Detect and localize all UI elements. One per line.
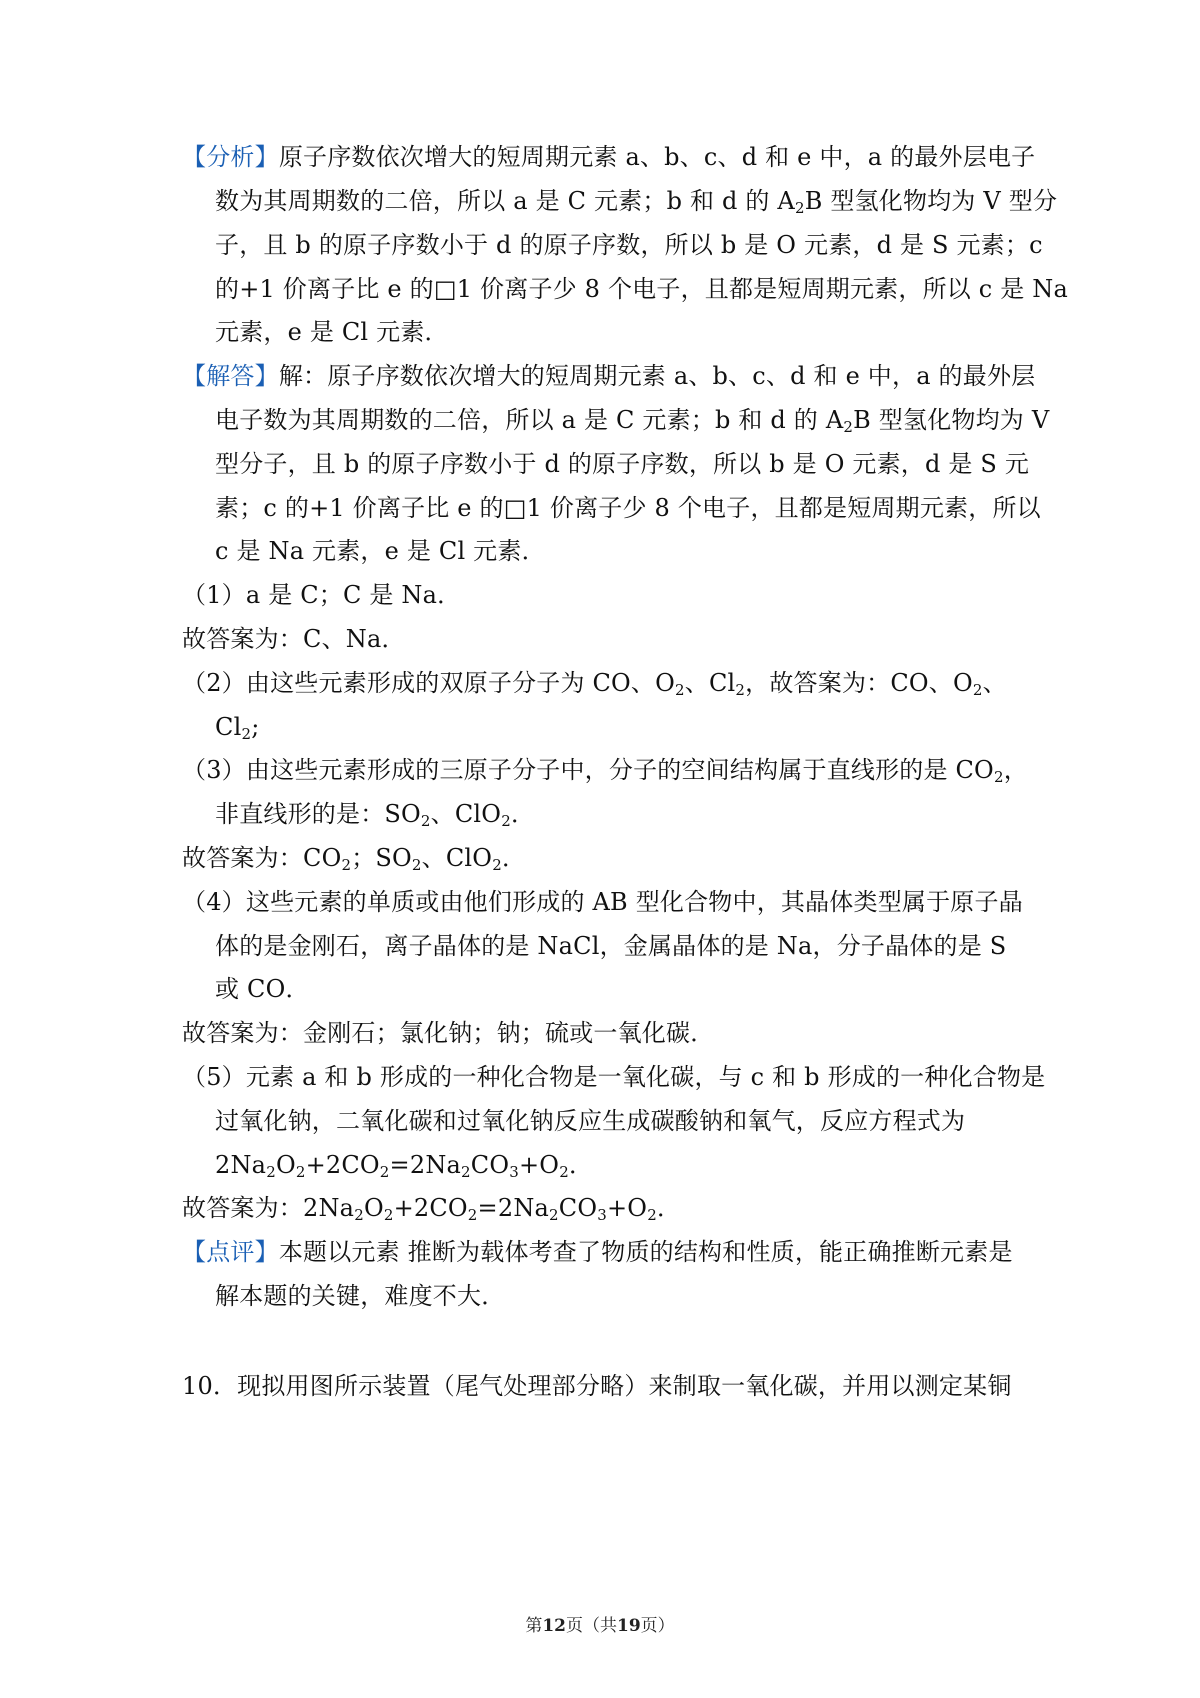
comment-line-1: 【点评】本题以元素 推断为载体考查了物质的结构和性质，能正确推断元素是 (182, 1238, 1013, 1266)
analysis-line-2: 数为其周期数的二倍，所以 a 是 C 元素；b 和 d 的 $A_2B$ 型氢化物均为 V 型分 (215, 187, 1058, 217)
answer-line-1: 【解答】解：原子序数依次增大的短周期元素 a、b、c、d 和 e 中，a 的最外层 (182, 362, 1036, 390)
comment-tag: 【点评】 (182, 1238, 279, 1266)
q2-line-2: $Cl_2$; (215, 713, 260, 743)
q3-answer: 故答案为：$CO_2$；$SO_2$、ClO$_2$． (182, 844, 527, 874)
analysis-tag: 【分析】 (182, 143, 279, 171)
q5-line-2: 过氧化钠，二氧化碳和过氧化钠反应生成碳酸钠和氧气，反应方程式为 (215, 1107, 966, 1135)
question-10-text: 10．现拟用图所示装置（尾气处理部分略）来制取一氧化碳，并用以测定某铜 (182, 1372, 1012, 1400)
q3-line-2: 非直线形的是：$SO_2$、ClO$_2$． (215, 800, 536, 830)
analysis-line-4: 的+1 价离子比 e 的□1 价离子少 8 个电子，且都是短周期元素，所以 c 是 Na (215, 275, 1069, 303)
q1-answer: 故答案为：C、Na． (182, 625, 406, 653)
q5-line-1: （5）元素 a 和 b 形成的一种化合物是一氧化碳，与 c 和 b 形成的一种化合物是 (182, 1063, 1046, 1091)
answer-line-3: 型分子，且 b 的原子序数小于 d 的原子序数，所以 b 是 O 元素，d 是 S 元 (215, 450, 1030, 478)
page-footer: 第12页（共19页） (525, 1616, 675, 1636)
q4-line-2: 体的是金刚石，离子晶体的是 NaCl，金属晶体的是 Na，分子晶体的是 S (215, 932, 1007, 960)
q4-line-1: （4）这些元素的单质或由他们形成的 AB 型化合物中，其晶体类型属于原子晶 (182, 888, 1023, 916)
total-pages: 19 (617, 1616, 641, 1636)
answer-line-5: c 是 Na 元素，e 是 Cl 元素． (215, 537, 546, 565)
analysis-line-3: 子，且 b 的原子序数小于 d 的原子序数，所以 b 是 O 元素，d 是 S 元素；c (215, 231, 1043, 259)
q4-line-3: 或 CO． (215, 975, 310, 1003)
q4-answer: 故答案为：金刚石；氯化钠；钠；硫或一氧化碳． (182, 1019, 715, 1047)
comment-line-2: 解本题的关键，难度不大． (215, 1282, 506, 1310)
current-page-number: 12 (542, 1616, 566, 1636)
q1-text: （1）a 是 C；C 是 Na． (182, 581, 462, 609)
q5-equation: $2Na_2O_2+2CO_2=2Na_2CO_3+O_2$． (215, 1151, 594, 1181)
q5-answer: 故答案为：$2Na_2O_2+2CO_2=2Na_2CO_3+O_2$． (182, 1194, 682, 1224)
answer-tag: 【解答】 (182, 362, 279, 390)
analysis-line-5: 元素，e 是 Cl 元素． (215, 318, 449, 346)
answer-line-2: 电子数为其周期数的二倍，所以 a 是 C 元素；b 和 d 的 $A_2B$ 型氢化物均为 V (215, 406, 1050, 436)
q2-line-1: （2）由这些元素形成的双原子分子为 CO、$O_2$、$Cl_2$，故答案为：CO、$O_2$、 (182, 669, 1007, 699)
analysis-line-1: 【分析】原子序数依次增大的短周期元素 a、b、c、d 和 e 中，a 的最外层电子 (182, 143, 1036, 171)
q3-line-1: （3）由这些元素形成的三原子分子中，分子的空间结构属于直线形的是 $CO_2$， (182, 756, 1028, 786)
answer-line-4: 素；c 的+1 价离子比 e 的□1 价离子少 8 个电子，且都是短周期元素，所以 (215, 494, 1041, 522)
